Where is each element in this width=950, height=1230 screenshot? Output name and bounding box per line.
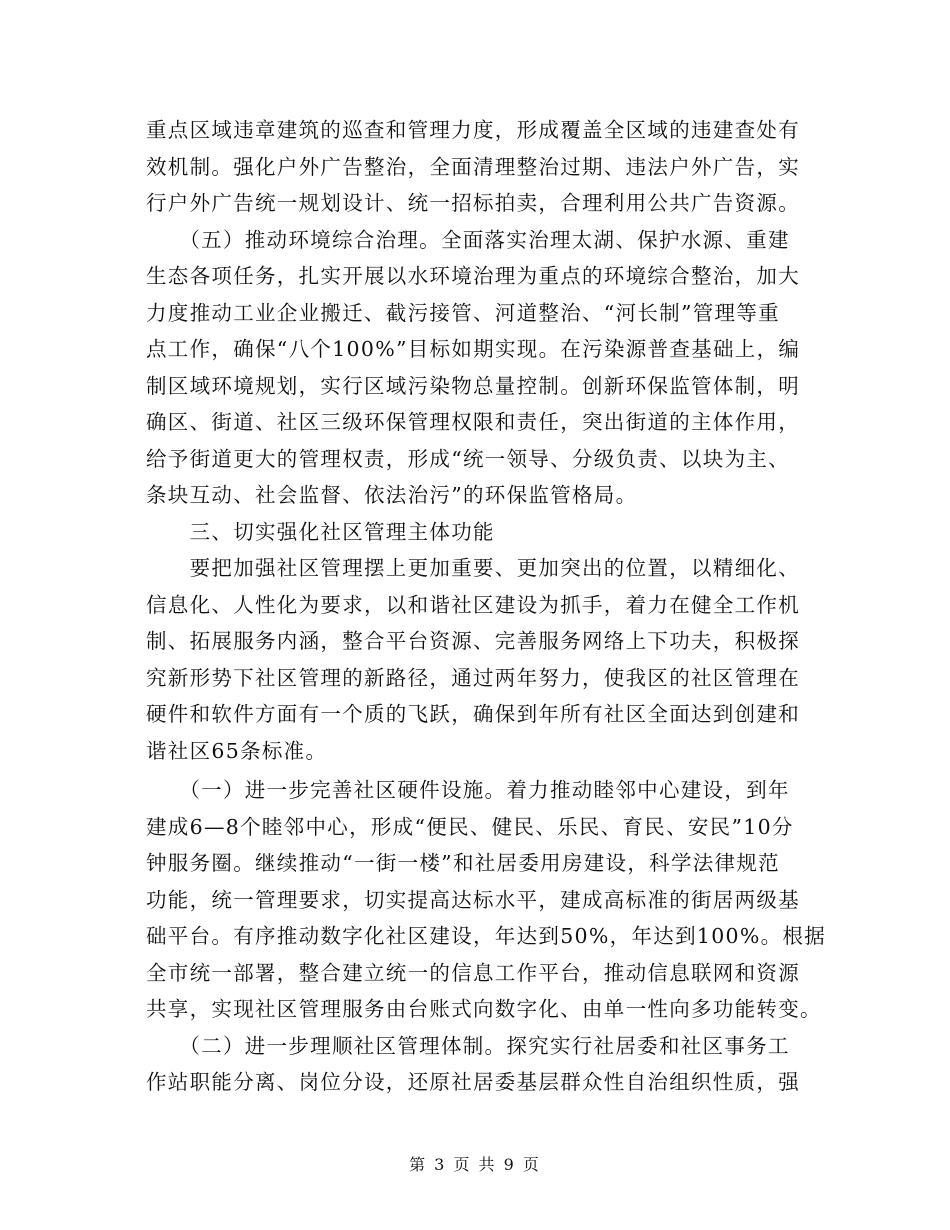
paragraph-environment-governance xyxy=(146,222,808,514)
text-line: 确区、街道、社区三级环保管理权限和责任，突出街道的主体作用， xyxy=(146,410,800,434)
text-line: 功能，统一管理要求，切实提高达标水平，建成高标准的街居两级基 xyxy=(146,887,800,912)
text-line: 三、切实强化社区管理主体功能 xyxy=(146,519,495,544)
text-line: （五）推动环境综合治理。全面落实治理太湖、保护水源、重建 xyxy=(146,227,790,252)
section-heading-community-management xyxy=(146,514,808,551)
paragraph-community-intro xyxy=(146,550,808,769)
text-line: 行户外广告统一规划设计、统一招标拍卖，合理利用公共广告资源。 xyxy=(146,191,800,215)
text-line: 础平台。有序推动数字化社区建设，年达到50%，年达到100%。根据 xyxy=(146,924,827,948)
page-number-footer: 第 3 页 共 9 页 xyxy=(409,1155,541,1174)
text-line: （二）进一步理顺社区管理体制。探究实行社居委和社区事务工 xyxy=(146,1033,790,1058)
text-line: （一）进一步完善社区硬件设施。着力推动睦邻中心建设，到年 xyxy=(146,778,790,802)
text-line: 要把加强社区管理摆上更加重要、更加突出的位置，以精细化、 xyxy=(146,556,800,580)
text-line: 条块互动、社会监督、依法治污”的环保监管格局。 xyxy=(146,483,638,507)
text-line: 作站职能分离、岗位分设，还原社居委基层群众性自治组织性质，强 xyxy=(146,1070,800,1094)
text-line: 制、拓展服务内涵，整合平台资源、完善服务网络上下功夫，积极探 xyxy=(146,629,800,653)
text-line: 硬件和软件方面有一个质的飞跃，确保到年所有社区全面达到创建和 xyxy=(146,702,800,726)
text-line: 钟服务圈。继续推动“一街一楼”和社居委用房建设，科学法律规范 xyxy=(146,851,780,875)
text-line: 建成6—8个睦邻中心，形成“便民、健民、乐民、育民、安民”10分 xyxy=(146,814,794,839)
document-body xyxy=(146,112,827,1101)
text-line: 重点区域违章建筑的巡查和管理力度，形成覆盖全区域的违建查处有 xyxy=(146,118,800,142)
text-line: 谐社区65条标准。 xyxy=(146,738,328,763)
text-line: 给予街道更大的管理权责，形成“统一领导、分级负责、以块为主、 xyxy=(146,446,790,471)
text-line: 生态各项任务，扎实开展以水环境治理为重点的环境综合整治，加大 xyxy=(146,264,800,288)
paragraph-management-system xyxy=(146,1028,808,1101)
text-line: 全市统一部署，整合建立统一的信息工作平台，推动信息联网和资源 xyxy=(146,960,800,985)
text-line: 究新形势下社区管理的新路径，通过两年努力，使我区的社区管理在 xyxy=(146,665,800,690)
text-line: 制区域环境规划，实行区域污染物总量控制。创新环保监管体制，明 xyxy=(146,373,800,398)
paragraph-hardware-facilities xyxy=(146,772,827,1028)
text-line: 共享，实现社区管理服务由台账式向数字化、由单一性向多功能转变。 xyxy=(146,997,822,1021)
text-line: 力度推动工业企业搬迁、截污接管、河道整治、“河长制”管理等重 xyxy=(146,300,780,325)
text-line: 信息化、人性化为要求，以和谐社区建设为抓手，着力在健全工作机 xyxy=(146,592,800,617)
text-line: 点工作，确保“八个100%”目标如期实现。在污染源普查基础上，编 xyxy=(146,337,801,361)
text-line: 效机制。强化户外广告整治，全面清理整治过期、违法户外广告，实 xyxy=(146,154,800,179)
paragraph-illegal-building-control xyxy=(146,112,808,222)
